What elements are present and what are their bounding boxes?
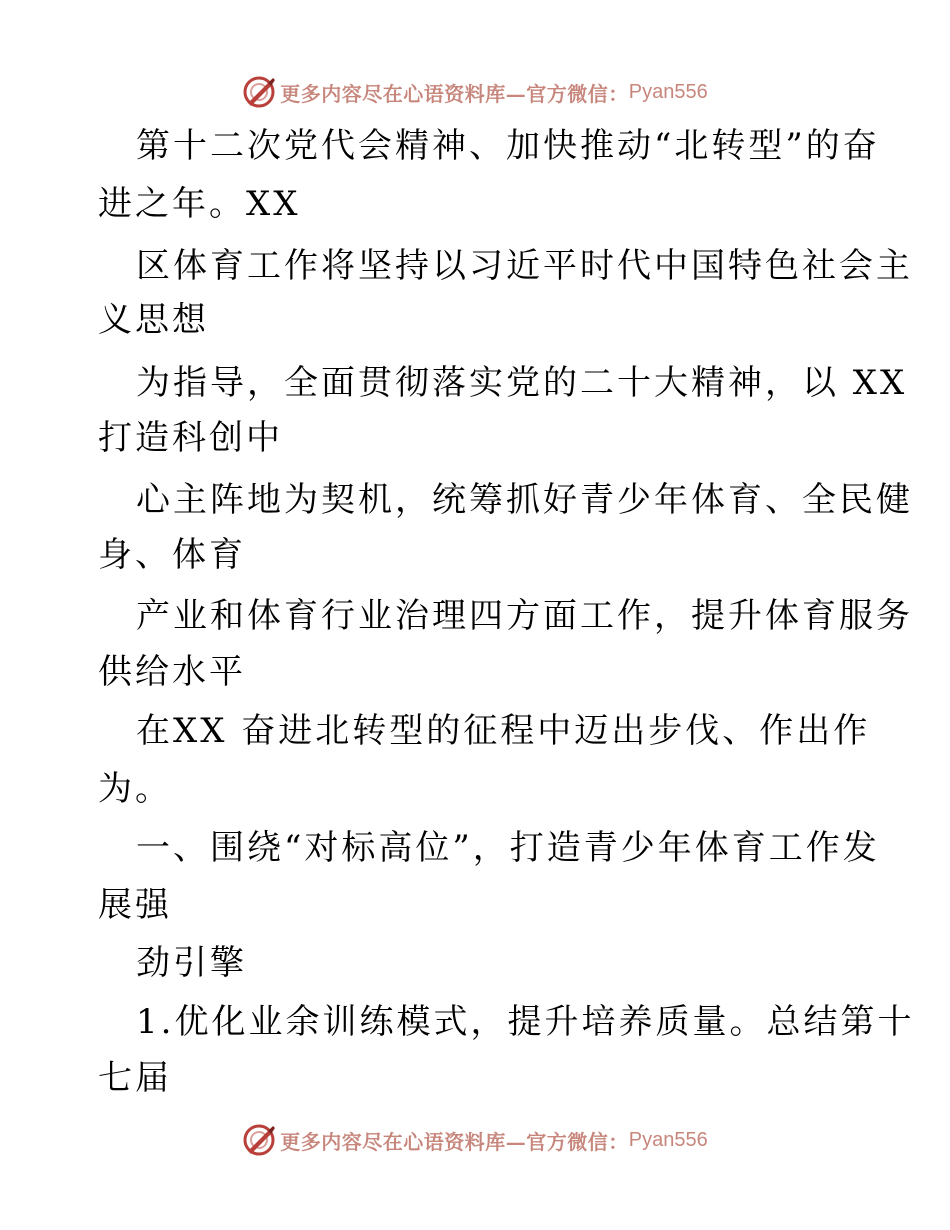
watermark-text: 更多内容尽在心语资料库—官方微信： bbox=[280, 81, 629, 106]
text-line: 1.优化业余训练模式，提升培养质量。总结第十 bbox=[136, 1002, 915, 1042]
text-line: 为。 bbox=[98, 769, 172, 809]
watermark-id: Pyan556 bbox=[628, 80, 708, 103]
pen-logo-icon bbox=[242, 75, 276, 109]
watermark-banner-bottom bbox=[0, 1120, 950, 1160]
text-line: 供给水平 bbox=[98, 652, 246, 692]
text-line: 一、围绕“对标高位”，打造青少年体育工作发 bbox=[136, 828, 880, 868]
text-line: 心主阵地为契机，统筹抓好青少年体育、全民健 bbox=[136, 480, 913, 520]
text-line: 打造科创中 bbox=[98, 418, 283, 458]
watermark-text: 更多内容尽在心语资料库—官方微信： bbox=[280, 1129, 629, 1154]
text-line: 身、体育 bbox=[98, 535, 246, 575]
text-line: 七届 bbox=[98, 1058, 172, 1098]
text-line: 第十二次党代会精神、加快推动“北转型”的奋 bbox=[136, 126, 880, 166]
text-line: 区体育工作将坚持以习近平时代中国特色社会主 bbox=[136, 246, 913, 286]
watermark-id: Pyan556 bbox=[628, 1128, 708, 1151]
text-line: 展强 bbox=[98, 885, 172, 925]
text-line: 进之年。XX bbox=[98, 184, 301, 224]
text-line: 义思想 bbox=[98, 300, 209, 340]
text-line: 在XX 奋进北转型的征程中迈出步伐、作出作 bbox=[136, 711, 871, 751]
watermark-banner-top bbox=[0, 72, 950, 112]
text-line: 劲引擎 bbox=[136, 943, 247, 983]
pen-logo-icon bbox=[242, 1123, 276, 1157]
text-line: 产业和体育行业治理四方面工作，提升体育服务 bbox=[136, 596, 913, 636]
text-line: 为指导，全面贯彻落实党的二十大精神，以 XX bbox=[136, 363, 908, 403]
